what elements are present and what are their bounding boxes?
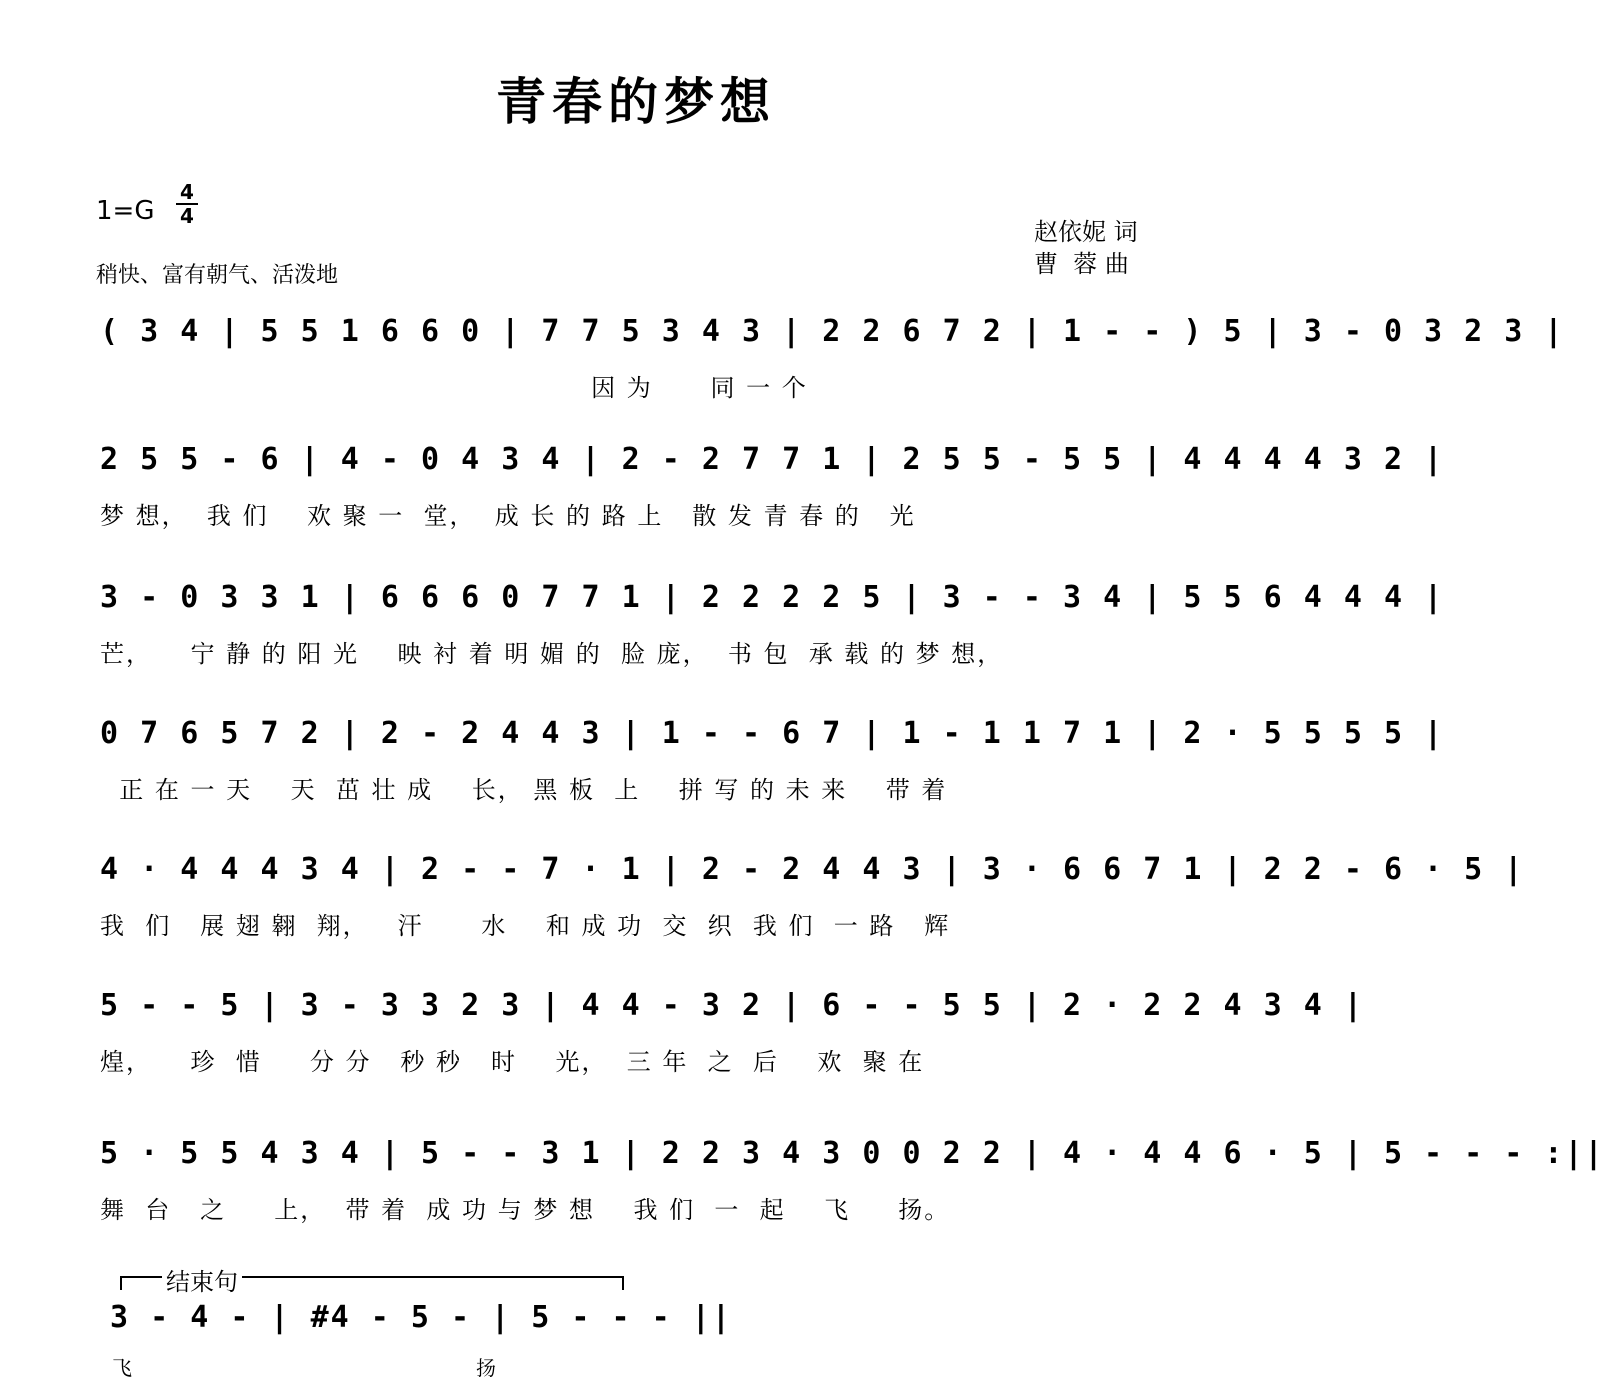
lyrics-line-2: 梦 想， 我 们 欢 聚 一 堂， 成 长 的 路 上 散 发 青 春 的 光: [100, 502, 916, 530]
ending-notation: 3 - 4 - | #4 - 5 - | 5 - - - ||: [110, 1300, 732, 1335]
lyrics-line-7: 舞 台 之 上， 带 着 成 功 与 梦 想 我 们 一 起 飞 扬。: [100, 1196, 951, 1224]
lyricist-credit: 赵依妮 词: [1034, 218, 1138, 246]
notation-line-5: 4 · 4 4 4 3 4 | 2 - - 7 · 1 | 2 - 2 4 4 3 | 3 · 6 6 7 1 | 2 2 - 6 · 5 |: [100, 852, 1525, 887]
time-signature-top: 4: [180, 180, 194, 204]
notation-line-3: 3 - 0 3 3 1 | 6 6 6 0 7 7 1 | 2 2 2 2 5 | 3 - - 3 4 | 5 5 6 4 4 4 |: [100, 580, 1445, 615]
composer-credit: 曹 蓉 曲: [1034, 250, 1129, 278]
notation-line-6: 5 - - 5 | 3 - 3 3 2 3 | 4 4 - 3 2 | 6 - - 5 5 | 2 · 2 2 4 3 4 |: [100, 988, 1364, 1023]
lyrics-line-5: 我 们 展 翅 翱 翔， 汗 水 和 成 功 交 织 我 们 一 路 辉: [100, 912, 951, 940]
ending-lyric-left: 飞: [112, 1356, 132, 1380]
tempo-marking: 稍快、富有朝气、活泼地: [96, 263, 339, 288]
lyrics-line-3: 芒， 宁 静 的 阳 光 映 衬 着 明 媚 的 脸 庞， 书 包 承 载 的 梦 想，: [100, 640, 1004, 668]
ending-label: 结束句: [162, 1262, 242, 1297]
lyrics-line-6: 煌， 珍 惜 分 分 秒 秒 时 光， 三 年 之 后 欢 聚 在: [100, 1048, 925, 1076]
key-signature: 1=G: [96, 196, 155, 226]
notation-line-1: ( 3 4 | 5 5 1 6 6 0 | 7 7 5 3 4 3 | 2 2 6 7 2 | 1 - - ) 5 | 3 - 0 3 2 3 |: [100, 314, 1565, 349]
ending-lyric-right: 扬: [476, 1356, 496, 1380]
time-signature: [176, 182, 198, 226]
notation-line-7: 5 · 5 5 4 3 4 | 5 - - 3 1 | 2 2 3 4 3 0 0 2 2 | 4 · 4 4 6 · 5 | 5 - - - :||: [100, 1136, 1605, 1171]
time-signature-bottom: 4: [180, 204, 194, 228]
lyrics-line-1: 因 为 同 一 个: [100, 374, 808, 402]
lyrics-line-4: 正 在 一 天 天 茁 壮 成 长， 黑 板 上 拼 写 的 未 来 带 着: [100, 776, 948, 804]
page-title: 青春的梦想: [496, 72, 776, 131]
notation-line-4: 0 7 6 5 7 2 | 2 - 2 4 4 3 | 1 - - 6 7 | 1 - 1 1 7 1 | 2 · 5 5 5 5 |: [100, 716, 1445, 751]
notation-line-2: 2 5 5 - 6 | 4 - 0 4 3 4 | 2 - 2 7 7 1 | 2 5 5 - 5 5 | 4 4 4 4 3 2 |: [100, 442, 1445, 477]
